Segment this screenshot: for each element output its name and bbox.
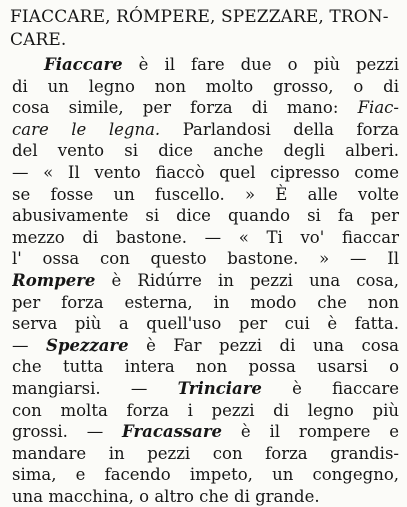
text-run: Parlandosi della forza: [160, 119, 399, 139]
term-emphasis: Trinciare: [177, 378, 262, 398]
text-run: del vento si dice anche degli alberi.: [12, 141, 399, 161]
term-emphasis: Fiac-: [357, 98, 399, 118]
text-run: una macchina, o altro che di grande.: [12, 486, 320, 506]
text-run: —: [12, 335, 47, 355]
text-line: [12, 421, 399, 443]
text-run: è il fare due o più pezzi: [122, 55, 399, 74]
text-line: [12, 76, 399, 98]
entry-heading-line-2: CARE.: [10, 30, 67, 50]
text-line: [12, 97, 399, 119]
text-line: [12, 119, 399, 141]
text-line: [12, 270, 399, 292]
text-line: [12, 162, 399, 184]
text-line: [12, 140, 399, 162]
text-line: [12, 292, 399, 314]
text-line: [12, 400, 399, 422]
text-run: è fiaccare: [261, 378, 399, 398]
text-run: abusivamente si dice quando si fa per: [12, 206, 399, 226]
text-line: [12, 486, 399, 507]
text-run: di un legno non molto grosso, o di: [12, 76, 399, 96]
text-run: mangiarsi. —: [12, 378, 178, 398]
text-line: [12, 205, 399, 227]
term-emphasis: Fracassare: [122, 422, 223, 442]
text-line: [12, 313, 399, 335]
text-line: [12, 356, 399, 378]
text-run: grossi. —: [12, 422, 123, 442]
text-run: che tutta intera non possa usarsi o: [12, 357, 399, 377]
text-run: se fosse un fuscello. » È alle volte: [12, 184, 399, 204]
text-run: l' ossa con questo bastone. » — Il: [12, 249, 399, 269]
text-run: con molta forza i pezzi di legno più: [12, 400, 399, 420]
term-emphasis: Spezzare: [46, 335, 129, 355]
term-emphasis: care le legna.: [12, 119, 161, 139]
entry-heading-line-1: FIACCARE, RÓMPERE, SPEZZARE, TRON-: [10, 7, 389, 27]
text-run: serva più a quell'uso per cui è fatta.: [12, 314, 399, 334]
term-emphasis: Fiaccare: [44, 55, 123, 74]
term-emphasis: Rompere: [12, 270, 96, 290]
text-run: è Far pezzi di una cosa: [128, 335, 399, 355]
text-line: [12, 248, 399, 270]
entry-body: [12, 54, 399, 507]
text-line: [12, 378, 399, 400]
text-line: [12, 464, 399, 486]
text-run: è il rompere e: [222, 422, 399, 442]
text-line: [12, 184, 399, 206]
text-run: mandare in pezzi con forza grandis-: [12, 443, 399, 463]
text-run: è Ridúrre in pezzi una cosa,: [95, 270, 399, 290]
text-line: [12, 54, 399, 76]
text-line: [12, 227, 399, 249]
entry-heading: [10, 7, 389, 50]
text-run: sima, e facendo impeto, un congegno,: [12, 465, 399, 485]
text-line: [12, 335, 399, 357]
text-run: mezzo di bastone. — « Ti vo' fiaccar: [12, 227, 399, 247]
text-run: — « Il vento fiaccò quel cipresso come: [12, 162, 399, 182]
text-run: cosa simile, per forza di mano:: [12, 98, 358, 118]
text-line: [12, 443, 399, 465]
text-run: per forza esterna, in modo che non: [12, 292, 399, 312]
